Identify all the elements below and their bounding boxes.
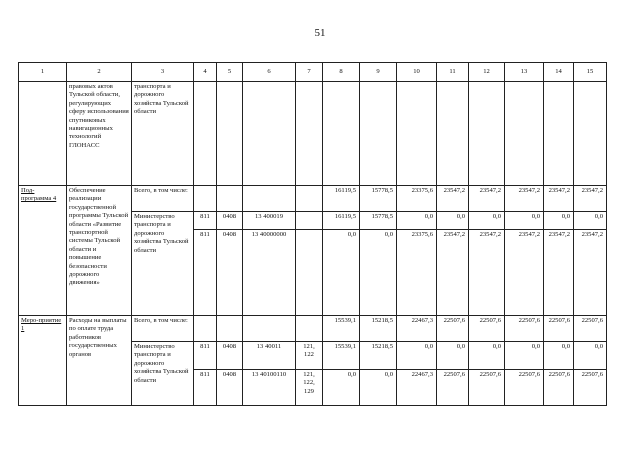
header-cell: 4 bbox=[194, 63, 217, 82]
value-cell: 22507,6 bbox=[469, 370, 505, 406]
executor-cell: Всего, в том числе: bbox=[132, 316, 194, 342]
value-cell: 22507,6 bbox=[505, 370, 544, 406]
header-cell: 6 bbox=[243, 63, 296, 82]
event-description: Расходы на выплаты по оплате труда работников государственных органов bbox=[67, 316, 132, 406]
header-cell: 5 bbox=[217, 63, 243, 82]
table-row-event-total bbox=[19, 316, 607, 342]
cont-executor: транспорта и дорожного хозяйства Тульской области bbox=[132, 82, 194, 186]
value-cell: 0,0 bbox=[544, 212, 574, 230]
executor-cell: Министерство транспорта и дорожного хозяйства Тульской области bbox=[132, 342, 194, 406]
cont-description: правовых актов Тульской области, регулирующих сферу использования спутниковых навигационных технологий ГЛОНАСС bbox=[67, 82, 132, 186]
cell bbox=[19, 82, 67, 186]
page-number: 51 bbox=[314, 27, 326, 39]
value-cell: 0,0 bbox=[397, 212, 437, 230]
value-cell: 15778,5 bbox=[360, 186, 397, 212]
value-cell: 23547,2 bbox=[574, 186, 607, 212]
executor-cell: Министерство транспорта и дорожного хозяйства Тульской области bbox=[132, 212, 194, 316]
header-cell: 8 bbox=[323, 63, 360, 82]
header-cell: 13 bbox=[505, 63, 544, 82]
value-cell: 23375,6 bbox=[397, 186, 437, 212]
value-cell: 0,0 bbox=[469, 212, 505, 230]
value-cell: 15218,5 bbox=[360, 316, 397, 342]
value-cell: 22507,6 bbox=[437, 370, 469, 406]
value-cell: 15778,5 bbox=[360, 212, 397, 230]
value-cell: 23547,2 bbox=[574, 230, 607, 316]
header-cell: 7 bbox=[296, 63, 323, 82]
value-cell: 22507,6 bbox=[505, 316, 544, 342]
executor-cell: Всего, в том числе: bbox=[132, 186, 194, 212]
value-cell: 15539,1 bbox=[323, 342, 360, 370]
table-row-continuation bbox=[19, 82, 607, 186]
table-row-subprogram-total bbox=[19, 186, 607, 212]
header-cell: 2 bbox=[67, 63, 132, 82]
value-cell: 23547,2 bbox=[469, 230, 505, 316]
header-cell: 11 bbox=[437, 63, 469, 82]
value-cell: 0,0 bbox=[544, 342, 574, 370]
value-cell: 22467,3 bbox=[397, 370, 437, 406]
header-cell: 9 bbox=[360, 63, 397, 82]
header-cell: 10 bbox=[397, 63, 437, 82]
value-cell: 0,0 bbox=[323, 230, 360, 316]
header-cell: 15 bbox=[574, 63, 607, 82]
value-cell: 22507,6 bbox=[574, 370, 607, 406]
value-cell: 0,0 bbox=[574, 212, 607, 230]
value-cell: 22507,6 bbox=[544, 370, 574, 406]
subprogram-description: Обеспечение реализации государственной программы Тульской области «Развитие транспортной системы Тульской области и повышение безопасности дорожного движения» bbox=[67, 186, 132, 316]
value-cell: 22467,3 bbox=[397, 316, 437, 342]
header-cell: 1 bbox=[19, 63, 67, 82]
value-cell: 23375,6 bbox=[397, 230, 437, 316]
value-cell: 0,0 bbox=[437, 212, 469, 230]
value-cell: 23547,2 bbox=[544, 186, 574, 212]
value-cell: 0,0 bbox=[574, 342, 607, 370]
header-cell: 14 bbox=[544, 63, 574, 82]
header-row bbox=[19, 63, 607, 82]
value-cell: 16119,5 bbox=[323, 212, 360, 230]
value-cell: 0,0 bbox=[397, 342, 437, 370]
value-cell: 22507,6 bbox=[544, 316, 574, 342]
value-cell: 22507,6 bbox=[437, 316, 469, 342]
value-cell: 15218,5 bbox=[360, 342, 397, 370]
subprogram-code: Под-программа 4 bbox=[19, 186, 67, 316]
value-cell: 0,0 bbox=[437, 342, 469, 370]
header-cell: 12 bbox=[469, 63, 505, 82]
value-cell: 22507,6 bbox=[469, 316, 505, 342]
table-row-subprogram-ministry-b: 811 0408 13 40000000 0,0 0,0 23375,6 23547,2 23547,2 23547,2 23547,2 23547,2 bbox=[19, 230, 607, 316]
value-cell: 0,0 bbox=[469, 342, 505, 370]
value-cell: 0,0 bbox=[505, 212, 544, 230]
value-cell: 15539,1 bbox=[323, 316, 360, 342]
header-cell: 3 bbox=[132, 63, 194, 82]
value-cell: 23547,2 bbox=[505, 230, 544, 316]
value-cell: 0,0 bbox=[360, 370, 397, 406]
value-cell: 16119,5 bbox=[323, 186, 360, 212]
value-cell: 23547,2 bbox=[544, 230, 574, 316]
table-row-subprogram-ministry: Министерство транспорта и дорожного хозяйства Тульской области 811 0408 13 400019 16119,5 15778,5 0,0 0,0 0,0 0,0 0,0 0,0 bbox=[19, 212, 607, 230]
value-cell: 0,0 bbox=[323, 370, 360, 406]
event-code: Меро-приятие 1 bbox=[19, 316, 67, 406]
value-cell: 0,0 bbox=[505, 342, 544, 370]
value-cell: 0,0 bbox=[360, 230, 397, 316]
value-cell: 23547,2 bbox=[469, 186, 505, 212]
value-cell: 22507,6 bbox=[574, 316, 607, 342]
value-cell: 23547,2 bbox=[437, 186, 469, 212]
value-cell: 23547,2 bbox=[505, 186, 544, 212]
budget-table bbox=[18, 62, 607, 406]
value-cell: 23547,2 bbox=[437, 230, 469, 316]
table-row-event-ministry-b: 811 0408 13 40100110 121, 122, 129 0,0 0,0 22467,3 22507,6 22507,6 22507,6 22507,6 22507,6 bbox=[19, 370, 607, 406]
table-row-event-ministry: Министерство транспорта и дорожного хозяйства Тульской области 811 0408 13 40011 121, 122 15539,1 15218,5 0,0 0,0 0,0 0,0 0,0 0,0 bbox=[19, 342, 607, 370]
